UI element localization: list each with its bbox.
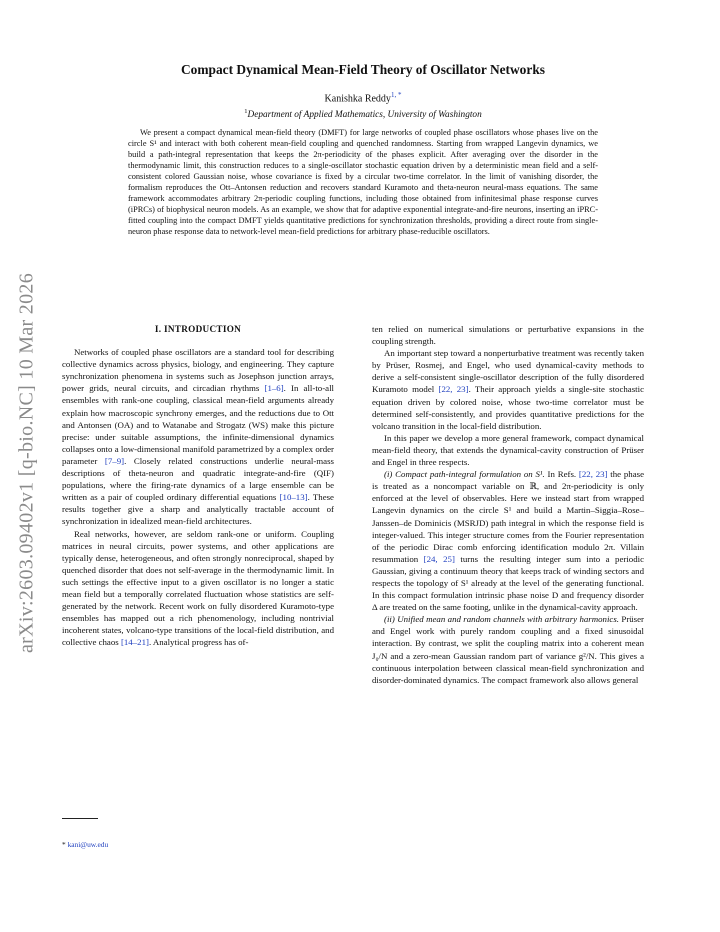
author-email-link[interactable]: kani@uw.edu	[67, 840, 109, 849]
intro-paragraph-continued: ten relied on numerical simulations or perturbative expansions in the coupling strength.	[372, 324, 644, 347]
citation-link[interactable]: [24, 25]	[423, 553, 455, 564]
abstract: We present a compact dynamical mean-field theory (DMFT) for large networks of coupled phase oscillators whose phases live on the circle S¹ and interact with both coherent mean-field coupling and quenched randomness. Starting from wrapped Langevin dynamics, we build a path-integral representation that keeps the 2π-periodicity of the phases explicit. After averaging over the disorder in the thermodynamic limit, this construction reduces to a single-oscillator stochastic equation driven by a deterministic mean field and a self-consistent colored Gaussian noise, whose covariance is fixed by a circular two-time correlator. In the limit of vanishing disorder, the formalism reproduces the Ott–Antonsen reduction and recovers standard Kuramoto and theta-neuron neural-mass equations. The same framework accommodates arbitrary 2π-periodic coupling functions, including those obtained from infinitesimal phase response curves (iPRCs) of biophysical neuron models. As an example, we show that for adaptive exponential integrate-and-fire neurons, inserting an iPRC-fitted coupling into the compact DMFT yields quantitative predictions for synchronization thresholds, providing a direct route from single-neuron phase response data to network-level mean-field predictions for arbitrary phase-reducible oscillators.	[128, 128, 598, 237]
author-marks[interactable]: 1, *	[390, 91, 402, 99]
citation-link[interactable]: [10–13]	[279, 492, 308, 503]
citation-link[interactable]: [7–9]	[104, 455, 125, 466]
arxiv-identifier	[3, 228, 51, 698]
author-name: Kanishka Reddy	[324, 93, 391, 105]
footnote	[62, 840, 108, 849]
author-line	[80, 91, 646, 104]
affiliation-mark: 1	[244, 108, 248, 115]
citation-link[interactable]: [22, 23]	[438, 384, 469, 395]
left-column	[62, 323, 334, 648]
citation-link[interactable]: [14–21]	[120, 637, 149, 648]
paper-title: Compact Dynamical Mean-Field Theory of Oscillator Networks	[181, 62, 545, 77]
intro-paragraph-4: In this paper we develop a more general framework, compact dynamical mean-field theory, that extends the dynamical-cavity construction of Prüser and Engel in three respects.	[372, 432, 644, 468]
intro-paragraph-1: Networks of coupled phase oscillators are a standard tool for describing collective dynamics across physics, biology, and engineering. They capture synchronization phenomena in systems such as Josephson junction arrays, power grids, neural circuits, and circadian rhythms [1–6]. In all-to-all ensembles with rank-one coupling, classical mean-field arguments already explain how macroscopic synchrony emerges, and the reductions due to Ott and Antonsen (OA) and to Watanabe and Strogatz (WS) make this picture precise: under suitable assumptions, the infinite-dimensional dynamics collapses onto a low-dimensional manifold parametrized by a complex order parameter [7–9]. Closely related constructions underlie neural-mass descriptions of theta-neuron and quadratic integrate-and-fire (QIF) populations, where the firing-rate dynamics of a large ensemble can be written as a pair of coupled ordinary differential equations [10–13]. These results together give a sharp and analytically tractable account of synchronization in idealized mean-field architectures.	[62, 347, 334, 527]
intro-paragraph-3: An important step toward a nonperturbative treatment was recently taken by Prüser, Rosmej, and Engel, who used dynamical-cavity methods to derive a self-consistent single-oscillator description of the fully disordered Kuramoto model [22, 23]. Their approach yields a single-site stochastic equation driven by colored noise, whose two-time correlator must be determined self-consistently, and provides quantitative predictions for the volcano transition in the local-field distribution.	[372, 348, 645, 431]
affiliation	[80, 108, 646, 120]
footnote-mark: *	[62, 840, 66, 849]
intro-paragraph-2: Real networks, however, are seldom rank-one or uniform. Coupling matrices in neural circuits, power systems, and other applications are typically dense, heterogeneous, and often strongly nonreciprocal, shaped by quenched disorder that does not self-average in the thermodynamic limit. In such settings the effective input to a given oscillator is no longer a static mean field but a temporally correlated fluctuation whose statistics are self-generated by the network. Recent work on fully disordered Kuramoto-type ensembles has mapped out a rich phenomenology, including nontrivial incoherent states, volcano-type transitions of the local-field distribution, and collective chaos [14–21]. Analytical progress has of-	[62, 528, 334, 648]
affiliation-text: Department of Applied Mathematics, University of Washington	[247, 110, 482, 121]
citation-link[interactable]: [1–6]	[264, 383, 284, 394]
intro-paragraph-6: (ii) Unified mean and random channels with arbitrary harmonics. Prüser and Engel work with purely random coupling and a fixed sinusoidal interaction. By contrast, we split the coupling matrix into a coherent mean J₀/N and a zero-mean Gaussian random part of variance g²/N. This gives a continuous interpolation between classical mean-field synchronization and disorder-dominated dynamics. The compact framework also allows general	[372, 614, 644, 685]
intro-paragraph-5: (i) Compact path-integral formulation on S¹. In Refs. [22, 23] the phase is treated as a noncompact variable on ℝ, and 2π-periodicity is only enforced at the level of observables. Here we instead start from wrapped Langevin dynamics on the circle S¹ and build a Martin–Siggia–Rose–Janssen–de Dominicis (MSRJD) path integral in which the response field is integer-valued. This integer structure comes from the Fourier representation of the periodic Dirac comb enforcing identification modulo 2π. Villain resummation [24, 25] turns the resulting integer sum into a periodic Gaussian, giving a continuum theory that keeps track of winding sectors and respects the topology of S¹ already at the level of the generating functional. In this compact formulation intrinsic phase noise D and frequency disorder Δ are treated on the same footing, unlike in the dynamical-cavity approach.	[372, 469, 645, 613]
footnote-rule	[62, 818, 98, 819]
section-heading: I. INTRODUCTION	[154, 324, 242, 334]
right-column	[372, 323, 644, 686]
arxiv-identifier-text: arXiv:2603.09402v1 [q-bio.NC] 10 Mar 2026	[15, 272, 38, 654]
citation-link[interactable]: [22, 23]	[578, 469, 608, 480]
